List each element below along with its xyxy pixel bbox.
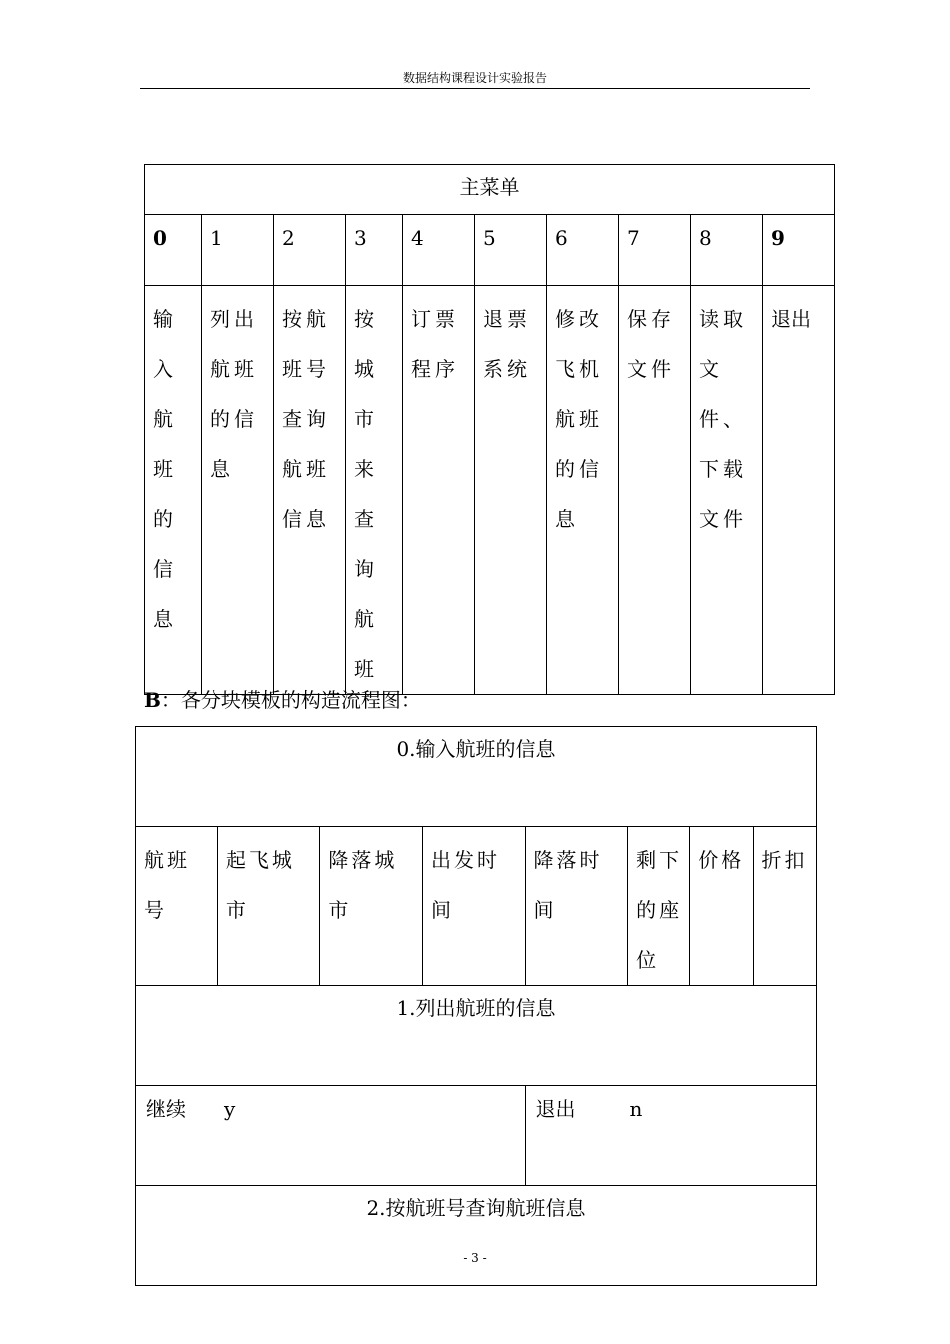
menu-item-label: 按城市来查询航班 [354, 307, 378, 681]
flow-field [320, 827, 423, 986]
flow-table [135, 726, 817, 1286]
section-b-prefix: B [144, 688, 161, 712]
flow-field [525, 827, 628, 986]
flow-field [136, 827, 218, 986]
page-header: 数据结构课程设计实验报告 [140, 70, 810, 89]
flow-field [217, 827, 320, 986]
menu-item-label: 修改飞机航班的信息 [555, 307, 603, 531]
flow-field-label: 降落城市 [328, 848, 398, 922]
menu-item [475, 286, 547, 695]
flow-list-title: 1.列出航班的信息 [136, 986, 817, 1086]
flow-input-title: 0.输入航班的信息 [136, 727, 817, 827]
menu-item [403, 286, 475, 695]
menu-number: 7 [619, 215, 691, 286]
menu-item-label: 读取文件、下载文件 [699, 307, 747, 531]
menu-number: 5 [475, 215, 547, 286]
menu-number: 9 [763, 215, 835, 286]
flow-field [422, 827, 525, 986]
menu-item-label: 退票系统 [483, 307, 531, 381]
menu-item-label: 输入航班的信息 [153, 307, 177, 631]
flow-field-label: 价格 [698, 848, 745, 872]
menu-item [202, 286, 274, 695]
menu-item [691, 286, 763, 695]
flow-field-label: 折扣 [761, 848, 808, 872]
page-number: - 3 - [463, 1251, 487, 1265]
flow-query-title: 2.按航班号查询航班信息 [136, 1186, 817, 1286]
menu-item-label: 保存文件 [627, 307, 675, 381]
flow-continue-cell [136, 1086, 526, 1186]
menu-item [763, 286, 835, 695]
menu-number: 8 [691, 215, 763, 286]
flow-field [753, 827, 816, 986]
main-menu-table [144, 164, 835, 695]
flow-field-label: 剩下的座位 [636, 848, 683, 972]
continue-key: y [224, 1097, 236, 1121]
menu-item [547, 286, 619, 695]
flow-field-label: 出发时间 [430, 848, 500, 922]
menu-item-label: 订票程序 [411, 307, 459, 381]
menu-item [346, 286, 403, 695]
menu-number: 6 [547, 215, 619, 286]
section-b-heading [144, 686, 421, 714]
flow-field [628, 827, 690, 986]
flow-field [690, 827, 753, 986]
menu-number: 0 [145, 215, 202, 286]
flow-field-label: 降落时间 [533, 848, 603, 922]
menu-item-label: 退出 [771, 307, 811, 331]
exit-key: n [629, 1097, 643, 1121]
flow-exit-cell [525, 1086, 816, 1186]
menu-item [619, 286, 691, 695]
menu-item-label: 列出航班的信息 [210, 307, 258, 481]
menu-number: 2 [274, 215, 346, 286]
menu-number: 3 [346, 215, 403, 286]
menu-item-label: 按航班号查询航班信息 [282, 307, 330, 531]
main-menu-title: 主菜单 [145, 165, 835, 215]
section-b-text: ：各分块模板的构造流程图： [160, 688, 421, 712]
flow-field-label: 起飞城市 [225, 848, 295, 922]
menu-item [145, 286, 202, 695]
menu-number: 1 [202, 215, 274, 286]
flow-field-label: 航班号 [144, 848, 190, 922]
exit-label: 退出 [535, 1097, 576, 1121]
menu-number: 4 [403, 215, 475, 286]
continue-label: 继续 [146, 1097, 186, 1121]
menu-item [274, 286, 346, 695]
